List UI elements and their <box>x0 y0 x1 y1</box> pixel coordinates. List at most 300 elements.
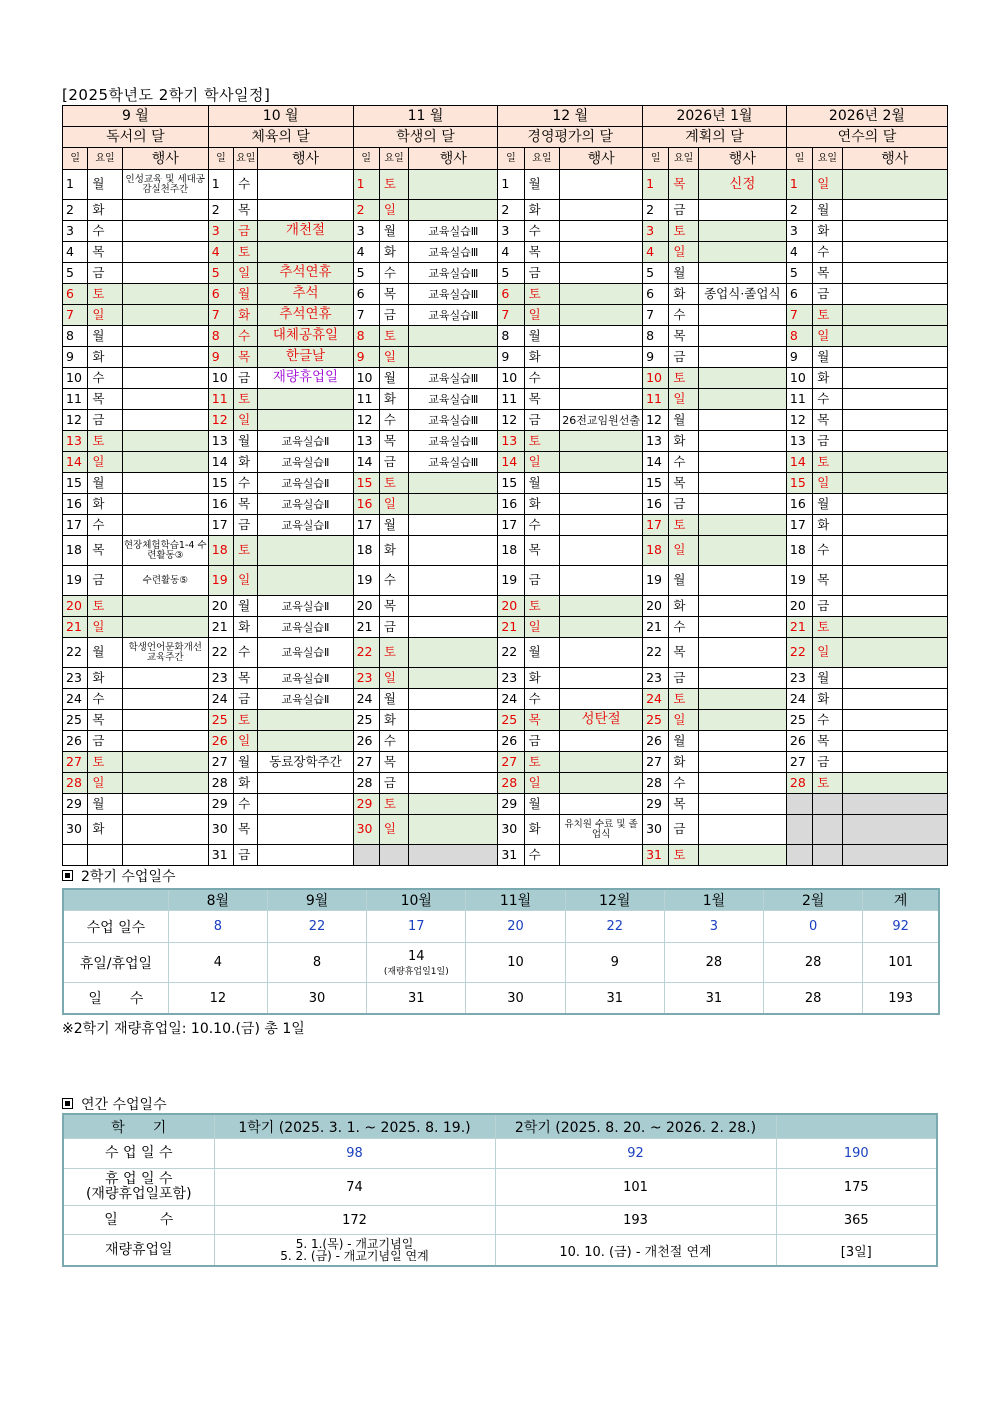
day-number: 8 <box>63 326 88 347</box>
day-number: 25 <box>353 710 379 731</box>
empty-event-cell <box>409 200 498 221</box>
month-header: 9월 <box>267 889 366 911</box>
count-value: 12 <box>168 983 267 1015</box>
empty-event-cell <box>409 170 498 200</box>
weekday: 월 <box>234 284 258 305</box>
event-cell: 교육실습Ⅱ <box>258 689 353 710</box>
day-number: 18 <box>498 536 524 566</box>
day-number: 12 <box>498 410 524 431</box>
count-value: 4 <box>168 943 267 983</box>
day-number: 22 <box>643 638 669 668</box>
weekday: 화 <box>524 815 559 845</box>
count-value: 101 <box>863 943 939 983</box>
day-number: 11 <box>63 389 88 410</box>
weekday: 금 <box>234 689 258 710</box>
empty-event-cell <box>842 710 947 731</box>
discretionary-holiday-note: ※2학기 재량휴업일: 10.10.(금) 총 1일 <box>62 1021 305 1037</box>
empty-event-cell <box>560 326 643 347</box>
weekday: 화 <box>813 515 842 536</box>
weekday: 수 <box>524 845 559 866</box>
empty-event-cell <box>842 263 947 284</box>
row-label <box>63 1139 214 1169</box>
day-number: 1 <box>786 170 812 200</box>
calendar-row <box>63 710 948 731</box>
square-bullet-icon <box>62 870 73 881</box>
day-number: 22 <box>208 638 233 668</box>
day-number: 6 <box>786 284 812 305</box>
day-number: 22 <box>786 638 812 668</box>
empty-event-cell <box>409 494 498 515</box>
calendar-row <box>63 326 948 347</box>
day-number: 12 <box>643 410 669 431</box>
weekday: 목 <box>669 473 698 494</box>
event-cell: 교육실습Ⅱ <box>258 668 353 689</box>
weekday: 수 <box>524 515 559 536</box>
event-cell: 교육실습Ⅲ <box>409 263 498 284</box>
weekday: 금 <box>88 410 122 431</box>
semester-days-section <box>62 866 176 886</box>
weekday-column-header: 요일 <box>88 148 122 170</box>
day-number: 18 <box>643 536 669 566</box>
weekday: 일 <box>813 638 842 668</box>
empty-event-cell <box>698 473 786 494</box>
weekday: 토 <box>669 689 698 710</box>
day-number: 5 <box>643 263 669 284</box>
weekday: 화 <box>234 773 258 794</box>
event-cell: 교육실습Ⅱ <box>258 596 353 617</box>
day-number: 27 <box>353 752 379 773</box>
event-cell: 교육실습Ⅲ <box>409 242 498 263</box>
day-number: 24 <box>643 689 669 710</box>
weekday: 화 <box>669 596 698 617</box>
calendar-row <box>63 752 948 773</box>
empty-event-cell <box>698 242 786 263</box>
empty-event-cell <box>842 305 947 326</box>
event-cell: 종업식·졸업식 <box>698 284 786 305</box>
count-value: 31 <box>367 983 466 1015</box>
empty-event-cell <box>560 221 643 242</box>
weekday <box>88 845 122 866</box>
empty-event-cell <box>560 617 643 638</box>
empty-event-cell <box>122 815 208 845</box>
weekday: 토 <box>524 431 559 452</box>
empty-event-cell <box>560 389 643 410</box>
calendar-row <box>63 347 948 368</box>
weekday: 목 <box>379 431 408 452</box>
empty-event-cell <box>409 689 498 710</box>
empty-event-cell <box>560 566 643 596</box>
empty-event-cell <box>698 710 786 731</box>
weekday: 토 <box>813 305 842 326</box>
day-number: 10 <box>786 368 812 389</box>
row-label: 휴일/휴업일 <box>63 943 168 983</box>
empty-event-cell <box>560 515 643 536</box>
weekday: 목 <box>813 566 842 596</box>
day-number: 25 <box>63 710 88 731</box>
count-value: 193 <box>863 983 939 1015</box>
day-number: 19 <box>353 566 379 596</box>
weekday: 일 <box>379 347 408 368</box>
day-number: 20 <box>643 596 669 617</box>
weekday: 토 <box>669 368 698 389</box>
event-cell: 수련활동⑤ <box>122 566 208 596</box>
weekday: 금 <box>813 284 842 305</box>
weekday: 토 <box>88 752 122 773</box>
weekday: 토 <box>524 752 559 773</box>
day-number: 28 <box>63 773 88 794</box>
event-cell: 교육실습Ⅲ <box>409 389 498 410</box>
empty-event-cell <box>409 536 498 566</box>
day-column-header: 일 <box>208 148 233 170</box>
weekday: 화 <box>813 221 842 242</box>
weekday: 수 <box>813 389 842 410</box>
day-number: 28 <box>498 773 524 794</box>
day-number: 29 <box>353 794 379 815</box>
weekday: 토 <box>234 389 258 410</box>
day-number: 28 <box>786 773 812 794</box>
event-cell: 개천절 <box>258 221 353 242</box>
row-label <box>63 1235 214 1267</box>
empty-event-cell <box>122 326 208 347</box>
row-label-text: 휴 업 일 수 <box>105 1171 173 1188</box>
annual-value: [3일] <box>776 1235 937 1267</box>
day-number <box>786 794 812 815</box>
month-theme: 체육의 달 <box>208 127 353 148</box>
weekday: 목 <box>669 326 698 347</box>
day-number: 24 <box>208 689 233 710</box>
weekday: 수 <box>524 221 559 242</box>
weekday: 월 <box>234 431 258 452</box>
day-number: 19 <box>643 566 669 596</box>
weekday: 목 <box>234 200 258 221</box>
event-cell: 교육실습Ⅱ <box>258 452 353 473</box>
weekday: 월 <box>524 638 559 668</box>
empty-event-cell <box>842 668 947 689</box>
empty-event-cell <box>409 638 498 668</box>
weekday <box>813 815 842 845</box>
empty-event-cell <box>842 638 947 668</box>
weekday: 화 <box>379 710 408 731</box>
day-number: 23 <box>63 668 88 689</box>
day-number: 27 <box>643 752 669 773</box>
weekday: 월 <box>813 347 842 368</box>
weekday: 토 <box>379 638 408 668</box>
count-value: 17 <box>367 911 466 943</box>
weekday: 월 <box>234 752 258 773</box>
day-number: 8 <box>208 326 233 347</box>
day-number: 31 <box>498 845 524 866</box>
day-number: 29 <box>643 794 669 815</box>
weekday: 목 <box>234 668 258 689</box>
day-number <box>63 845 88 866</box>
day-number: 24 <box>498 689 524 710</box>
empty-event-cell <box>122 494 208 515</box>
day-number: 25 <box>208 710 233 731</box>
semester-days-title: 2학기 수업일수 <box>81 869 176 885</box>
weekday: 토 <box>88 431 122 452</box>
event-cell: 동료장학주간 <box>258 752 353 773</box>
weekday: 목 <box>813 410 842 431</box>
weekday: 토 <box>379 326 408 347</box>
day-number: 25 <box>498 710 524 731</box>
calendar-row <box>63 773 948 794</box>
day-number: 10 <box>63 368 88 389</box>
empty-event-cell <box>409 845 498 866</box>
empty-event-cell <box>122 710 208 731</box>
weekday: 수 <box>234 638 258 668</box>
weekday: 토 <box>234 242 258 263</box>
calendar-row <box>63 431 948 452</box>
annual-row <box>63 1206 937 1235</box>
empty-event-cell <box>698 815 786 845</box>
day-number: 28 <box>643 773 669 794</box>
calendar-row <box>63 515 948 536</box>
empty-event-cell <box>842 284 947 305</box>
weekday: 월 <box>524 326 559 347</box>
weekday: 일 <box>524 305 559 326</box>
empty-event-cell <box>842 170 947 200</box>
weekday: 일 <box>234 731 258 752</box>
day-number: 12 <box>786 410 812 431</box>
day-number: 17 <box>498 515 524 536</box>
weekday: 금 <box>813 596 842 617</box>
empty-event-cell <box>258 566 353 596</box>
empty-event-cell <box>560 452 643 473</box>
empty-event-cell <box>122 263 208 284</box>
weekday: 목 <box>524 536 559 566</box>
empty-event-cell <box>122 368 208 389</box>
weekday: 수 <box>524 689 559 710</box>
weekday: 토 <box>88 284 122 305</box>
month-header: 11월 <box>466 889 565 911</box>
weekday: 월 <box>379 368 408 389</box>
day-number: 16 <box>63 494 88 515</box>
weekday: 토 <box>669 515 698 536</box>
empty-event-cell <box>409 773 498 794</box>
empty-event-cell <box>122 668 208 689</box>
weekday: 수 <box>379 566 408 596</box>
weekday: 화 <box>524 200 559 221</box>
day-number: 19 <box>208 566 233 596</box>
empty-event-cell <box>698 410 786 431</box>
day-number: 7 <box>643 305 669 326</box>
day-number: 3 <box>786 221 812 242</box>
empty-event-cell <box>122 410 208 431</box>
weekday: 수 <box>379 263 408 284</box>
count-value: 92 <box>863 911 939 943</box>
weekday: 금 <box>669 668 698 689</box>
calendar-row <box>63 305 948 326</box>
row-label <box>63 1206 214 1235</box>
day-number: 1 <box>643 170 669 200</box>
weekday: 목 <box>88 710 122 731</box>
weekday: 금 <box>524 731 559 752</box>
day-number: 2 <box>498 200 524 221</box>
row-label-text: 재량휴업일 <box>104 1241 173 1258</box>
empty-event-cell <box>122 305 208 326</box>
day-number: 18 <box>208 536 233 566</box>
day-column-header: 일 <box>353 148 379 170</box>
count-value: 28 <box>764 983 863 1015</box>
day-number: 3 <box>208 221 233 242</box>
weekday: 화 <box>88 347 122 368</box>
day-column-header: 일 <box>786 148 812 170</box>
annual-row <box>63 1139 937 1169</box>
weekday: 월 <box>669 263 698 284</box>
weekday: 화 <box>88 815 122 845</box>
day-number: 12 <box>208 410 233 431</box>
weekday: 월 <box>88 638 122 668</box>
day-number: 14 <box>786 452 812 473</box>
day-number: 7 <box>63 305 88 326</box>
annual-value: 101 <box>495 1169 776 1206</box>
weekday: 수 <box>669 452 698 473</box>
day-number: 26 <box>786 731 812 752</box>
day-number: 23 <box>498 668 524 689</box>
day-number: 15 <box>643 473 669 494</box>
calendar-row <box>63 263 948 284</box>
day-number: 14 <box>63 452 88 473</box>
day-number: 26 <box>63 731 88 752</box>
weekday: 월 <box>379 221 408 242</box>
count-value: 8 <box>168 911 267 943</box>
day-number: 7 <box>786 305 812 326</box>
day-number: 21 <box>786 617 812 638</box>
day-number: 13 <box>643 431 669 452</box>
weekday: 목 <box>379 596 408 617</box>
day-number: 1 <box>63 170 88 200</box>
empty-event-cell <box>698 221 786 242</box>
day-column-header: 일 <box>63 148 88 170</box>
weekday: 토 <box>524 284 559 305</box>
empty-event-cell <box>698 263 786 284</box>
empty-event-cell <box>842 494 947 515</box>
event-cell: 교육실습Ⅱ <box>258 617 353 638</box>
empty-event-cell <box>560 731 643 752</box>
event-cell: 유치원 수료 및 졸업식 <box>560 815 643 845</box>
day-number: 19 <box>63 566 88 596</box>
empty-event-cell <box>698 494 786 515</box>
weekday: 금 <box>234 221 258 242</box>
empty-event-cell <box>698 773 786 794</box>
count-value: 31 <box>565 983 664 1015</box>
annual-row <box>63 1169 937 1206</box>
empty-event-cell <box>409 326 498 347</box>
month-name: 12 월 <box>498 106 643 127</box>
day-number: 11 <box>786 389 812 410</box>
empty-event-cell <box>122 284 208 305</box>
weekday: 토 <box>234 536 258 566</box>
day-number: 10 <box>208 368 233 389</box>
weekday: 화 <box>524 668 559 689</box>
weekday: 금 <box>379 305 408 326</box>
event-cell: 교육실습Ⅲ <box>409 410 498 431</box>
day-number: 17 <box>353 515 379 536</box>
annual-value: 175 <box>776 1169 937 1206</box>
day-number: 9 <box>643 347 669 368</box>
month-name: 9 월 <box>63 106 209 127</box>
calendar-row <box>63 389 948 410</box>
weekday: 금 <box>669 494 698 515</box>
weekday: 목 <box>524 389 559 410</box>
event-column-header: 행사 <box>698 148 786 170</box>
day-number: 8 <box>643 326 669 347</box>
weekday: 일 <box>669 710 698 731</box>
calendar-row <box>63 845 948 866</box>
empty-event-cell <box>560 242 643 263</box>
empty-event-cell <box>560 773 643 794</box>
day-number: 22 <box>498 638 524 668</box>
event-cell: 교육실습Ⅲ <box>409 368 498 389</box>
empty-event-cell <box>258 815 353 845</box>
empty-event-cell <box>698 452 786 473</box>
empty-event-cell <box>258 845 353 866</box>
day-number: 11 <box>353 389 379 410</box>
empty-event-cell <box>560 431 643 452</box>
empty-event-cell <box>560 596 643 617</box>
empty-event-cell <box>258 731 353 752</box>
empty-event-cell <box>842 794 947 815</box>
day-number: 16 <box>208 494 233 515</box>
event-cell: 26전교임원선출 <box>560 410 643 431</box>
day-number: 13 <box>353 431 379 452</box>
empty-event-cell <box>698 368 786 389</box>
weekday: 월 <box>379 515 408 536</box>
day-number: 15 <box>498 473 524 494</box>
empty-event-cell <box>258 170 353 200</box>
weekday: 목 <box>669 794 698 815</box>
event-cell: 신정 <box>698 170 786 200</box>
event-cell: 대체공휴일 <box>258 326 353 347</box>
event-cell: 한글날 <box>258 347 353 368</box>
weekday: 수 <box>669 617 698 638</box>
day-number: 3 <box>643 221 669 242</box>
day-number: 11 <box>643 389 669 410</box>
day-number: 20 <box>786 596 812 617</box>
empty-event-cell <box>122 515 208 536</box>
weekday: 토 <box>88 596 122 617</box>
day-number: 26 <box>643 731 669 752</box>
weekday: 월 <box>88 326 122 347</box>
day-number: 16 <box>353 494 379 515</box>
weekday-column-header: 요일 <box>234 148 258 170</box>
event-column-header: 행사 <box>409 148 498 170</box>
empty-event-cell <box>122 200 208 221</box>
weekday: 일 <box>524 773 559 794</box>
weekday: 일 <box>379 668 408 689</box>
day-number: 14 <box>643 452 669 473</box>
day-number: 30 <box>63 815 88 845</box>
day-number: 21 <box>208 617 233 638</box>
count-value: 8 <box>267 943 366 983</box>
empty-event-cell <box>409 617 498 638</box>
day-number: 22 <box>353 638 379 668</box>
day-number: 26 <box>353 731 379 752</box>
event-cell: 추석연휴 <box>258 305 353 326</box>
weekday: 목 <box>379 752 408 773</box>
empty-event-cell <box>122 689 208 710</box>
empty-event-cell <box>698 689 786 710</box>
count-value: 0 <box>764 911 863 943</box>
day-number: 24 <box>786 689 812 710</box>
empty-event-cell <box>122 617 208 638</box>
weekday: 금 <box>234 515 258 536</box>
day-number: 2 <box>786 200 812 221</box>
day-number: 19 <box>786 566 812 596</box>
empty-event-cell <box>842 242 947 263</box>
weekday: 토 <box>813 617 842 638</box>
day-number: 18 <box>353 536 379 566</box>
